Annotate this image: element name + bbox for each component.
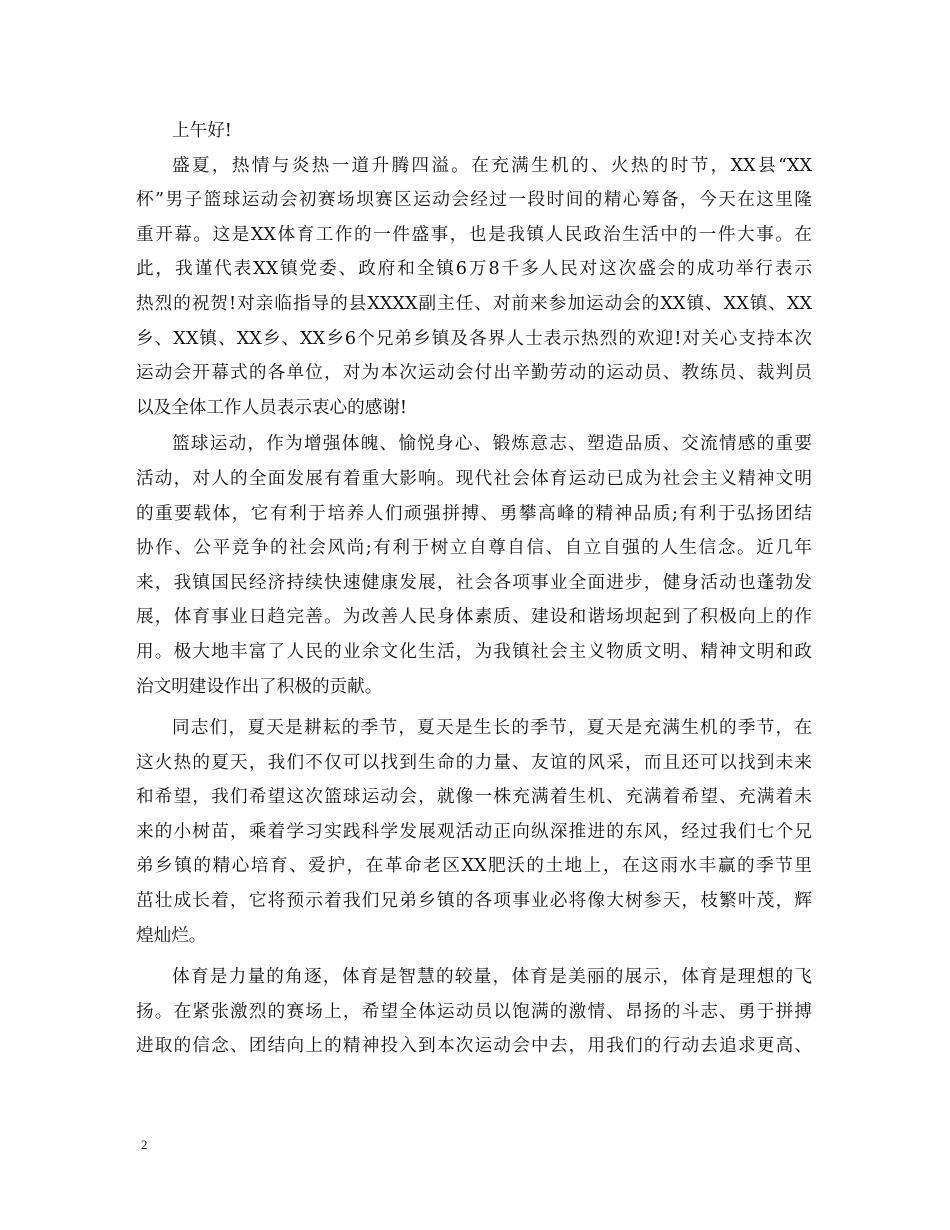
text-line: 体育是力量的角逐，体育是智慧的较量，体育是美丽的展示，体育是理想的飞 — [172, 967, 812, 988]
text-line: 弟乡镇的精心培育、爱护，在革命老区XX肥沃的土地上，在这雨水丰赢的季节里 — [136, 856, 812, 877]
text-line: 的重要载体，它有利于培养人们顽强拼搏、勇攀高峰的精神品质;有利于弘扬团结 — [136, 503, 812, 524]
text-line: 乡、XX镇、XX乡、XX乡6个兄弟乡镇及各界人士表示热烈的欢迎!对关心支持本次 — [136, 328, 812, 349]
text-line: 和希望，我们希望这次篮球运动会，就像一株充满着生机、充满着希望、充满着未 — [136, 787, 812, 808]
paragraph-summer — [136, 711, 812, 953]
text-line: 同志们，夏天是耕耘的季节，夏天是生长的季节，夏天是充满生机的季节，在 — [172, 718, 812, 739]
greeting-text: 上午好! — [172, 121, 232, 141]
text-line: 活动，对人的全面发展有着重大影响。现代社会体育运动已成为社会主义精神文明 — [136, 468, 812, 489]
text-line: 这火热的夏天，我们不仅可以找到生命的力量、友谊的风采，而且还可以找到未来 — [136, 752, 812, 773]
text-line: 篮球运动，作为增强体魄、愉悦身心、锻炼意志、塑造品质、交流情感的重要 — [172, 434, 812, 455]
paragraph-basketball — [136, 427, 812, 704]
text-line: 用。极大地丰富了人民的业余文化生活，为我镇社会主义物质文明、精神文明和政 — [136, 641, 812, 662]
text-line: 重开幕。这是XX体育工作的一件盛事，也是我镇人民政治生活中的一件大事。在 — [136, 224, 812, 245]
text-line: 以及全体工作人员表示衷心的感谢! — [136, 397, 407, 418]
text-line: 煌灿烂。 — [136, 925, 207, 946]
text-line: 运动会开幕式的各单位，对为本次运动会付出辛勤劳动的运动员、教练员、裁判员 — [136, 363, 812, 384]
text-line: 协作、公平竞争的社会风尚;有利于树立自尊自信、自立自强的人生信念。近几年 — [136, 538, 812, 559]
text-line: 治文明建设作出了积极的贡献。 — [136, 676, 383, 697]
text-line: 进取的信念、团结向上的精神投入到本次运动会中去，用我们的行动去追求更高、 — [136, 1036, 812, 1057]
text-line: 扬。在紧张激烈的赛场上，希望全体运动员以饱满的激情、昂扬的斗志、勇于拼搏 — [136, 1001, 812, 1022]
paragraph-opening — [136, 149, 812, 426]
page-number: 2 — [141, 1137, 148, 1152]
text-line: 来，我镇国民经济持续快速健康发展，社会各项事业全面进步，健身活动也蓬勃发 — [136, 572, 812, 593]
document-body — [136, 114, 812, 1064]
text-line: 盛夏，热情与炎热一道升腾四溢。在充满生机的、火热的时节，XX县“XX — [172, 155, 812, 176]
text-line: 来的小树苗，乘着学习实践科学发展观活动正向纵深推进的东风，经过我们七个兄 — [136, 821, 812, 842]
text-line: 展，体育事业日趋完善。为改善人民身体素质、建设和谐场坝起到了积极向上的作 — [136, 607, 812, 628]
text-line: 此，我谨代表XX镇党委、政府和全镇6万8千多人民对这次盛会的成功举行表示 — [136, 259, 812, 280]
text-line: 茁壮成长着，它将预示着我们兄弟乡镇的各项事业必将像大树参天，枝繁叶茂，辉 — [136, 891, 812, 912]
text-line: 热烈的祝贺!对亲临指导的县XXXX副主任、对前来参加运动会的XX镇、XX镇、XX — [136, 293, 812, 314]
paragraph-sports — [136, 960, 812, 1064]
text-line: 杯”男子篮球运动会初赛场坝赛区运动会经过一段时间的精心筹备，今天在这里隆 — [136, 190, 812, 211]
